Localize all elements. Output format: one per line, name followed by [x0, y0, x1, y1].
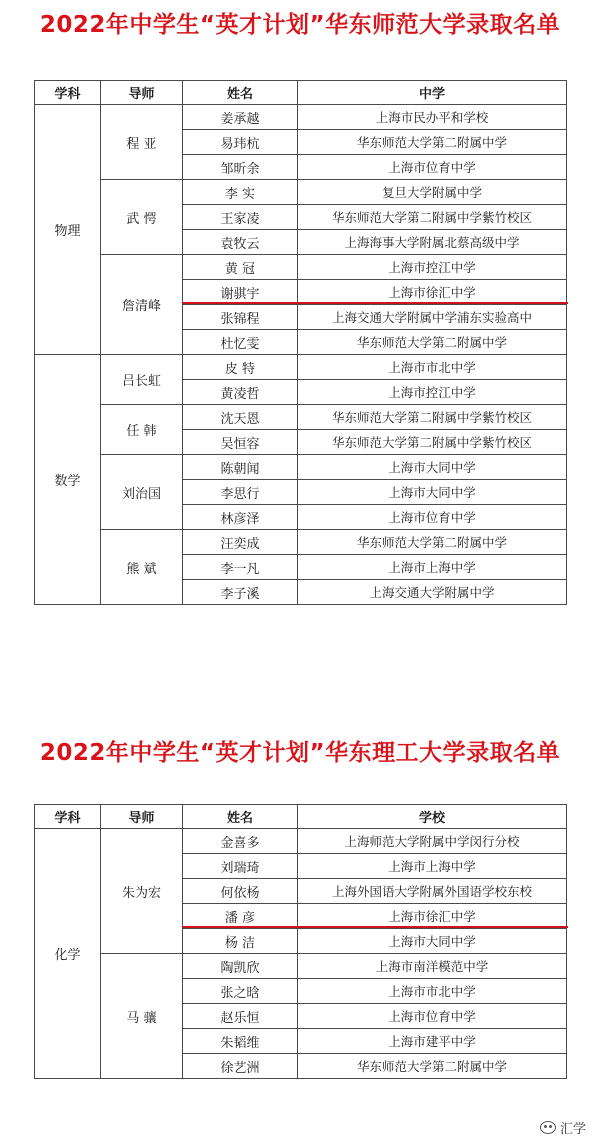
school-cell: 华东师范大学第二附属中学	[298, 530, 567, 555]
school-cell: 上海市大同中学	[298, 929, 567, 954]
table-row	[35, 455, 567, 480]
student-name-cell: 何依杨	[183, 879, 298, 904]
student-name-cell: 张之晗	[183, 979, 298, 1004]
student-name-cell: 杨 洁	[183, 929, 298, 954]
school-cell: 华东师范大学第二附属中学紫竹校区	[298, 405, 567, 430]
student-name-cell: 金喜多	[183, 829, 298, 854]
mentor-cell: 詹清峰	[101, 255, 183, 355]
student-name-cell: 邹昕余	[183, 155, 298, 180]
student-name-cell: 黄凌哲	[183, 380, 298, 405]
student-name-cell: 赵乐恒	[183, 1004, 298, 1029]
student-name-cell: 刘瑞琦	[183, 854, 298, 879]
school-cell: 华东师范大学第二附属中学紫竹校区	[298, 205, 567, 230]
mentor-cell: 马 骧	[101, 954, 183, 1079]
student-name-cell: 袁牧云	[183, 230, 298, 255]
mentor-cell: 朱为宏	[101, 829, 183, 954]
header-mentor: 导师	[101, 81, 183, 105]
school-cell: 上海市位育中学	[298, 1004, 567, 1029]
school-cell: 上海市位育中学	[298, 155, 567, 180]
subject-cell: 数学	[35, 355, 101, 605]
school-cell: 上海交通大学附属中学浦东实验高中	[298, 305, 567, 330]
student-name-cell: 李思行	[183, 480, 298, 505]
admission-table-ecnu	[34, 80, 567, 605]
header-name: 姓名	[183, 805, 298, 829]
highlight-underline	[182, 302, 568, 304]
student-name-cell: 陈朝闻	[183, 455, 298, 480]
student-name-cell: 皮 特	[183, 355, 298, 380]
school-cell: 上海市上海中学	[298, 555, 567, 580]
school-cell: 上海市上海中学	[298, 854, 567, 879]
school-cell: 上海外国语大学附属外国语学校东校	[298, 879, 567, 904]
school-cell: 上海市市北中学	[298, 979, 567, 1004]
student-name-cell: 陶凯欣	[183, 954, 298, 979]
student-name-cell: 沈天恩	[183, 405, 298, 430]
school-cell: 上海市市北中学	[298, 355, 567, 380]
school-cell: 上海交通大学附属中学	[298, 580, 567, 605]
school-cell: 上海市位育中学	[298, 505, 567, 530]
mentor-cell: 熊 斌	[101, 530, 183, 605]
student-name-cell: 黄 冠	[183, 255, 298, 280]
student-name-cell: 朱韬维	[183, 1029, 298, 1054]
school-cell: 上海海事大学附属北蔡高级中学	[298, 230, 567, 255]
student-name-cell: 李 实	[183, 180, 298, 205]
highlight-underline	[182, 926, 568, 928]
subject-cell: 物理	[35, 105, 101, 355]
header-subject: 学科	[35, 81, 101, 105]
mentor-cell: 吕长虹	[101, 355, 183, 405]
table-row	[35, 255, 567, 280]
student-name-cell: 张锦程	[183, 305, 298, 330]
admission-table-ecust	[34, 804, 567, 1079]
watermark	[540, 1118, 586, 1137]
student-name-cell: 吴恒容	[183, 430, 298, 455]
school-cell: 上海市徐汇中学	[298, 904, 567, 929]
school-cell: 上海市控江中学	[298, 255, 567, 280]
student-name-cell: 李一凡	[183, 555, 298, 580]
header-school: 中学	[298, 81, 567, 105]
student-name-cell: 谢骐宇	[183, 280, 298, 305]
watermark-text: 汇学	[559, 1122, 586, 1137]
mentor-cell: 程 亚	[101, 105, 183, 180]
student-name-cell: 王家凌	[183, 205, 298, 230]
school-cell: 复旦大学附属中学	[298, 180, 567, 205]
school-cell: 华东师范大学第二附属中学	[298, 330, 567, 355]
school-cell: 华东师范大学第二附属中学	[298, 1054, 567, 1079]
student-name-cell: 李子溪	[183, 580, 298, 605]
student-name-cell: 杜忆雯	[183, 330, 298, 355]
mentor-cell: 武 愕	[101, 180, 183, 255]
student-name-cell: 易玮杭	[183, 130, 298, 155]
table-row	[35, 180, 567, 205]
header-subject: 学科	[35, 805, 101, 829]
school-cell: 华东师范大学第二附属中学紫竹校区	[298, 430, 567, 455]
student-name-cell: 徐艺洲	[183, 1054, 298, 1079]
table-row	[35, 355, 567, 380]
table-row	[35, 405, 567, 430]
school-cell: 上海师范大学附属中学闵行分校	[298, 829, 567, 854]
header-school: 学校	[298, 805, 567, 829]
student-name-cell: 姜承越	[183, 105, 298, 130]
school-cell: 上海市大同中学	[298, 455, 567, 480]
student-name-cell: 潘 彦	[183, 904, 298, 929]
table-row	[35, 954, 567, 979]
school-cell: 上海市大同中学	[298, 480, 567, 505]
page-title-ecust: 2022年中学生“英才计划”华东理工大学录取名单	[39, 740, 561, 766]
table-row	[35, 829, 567, 854]
school-cell: 上海市徐汇中学	[298, 280, 567, 305]
table-row	[35, 530, 567, 555]
table-row	[35, 105, 567, 130]
mentor-cell: 刘治国	[101, 455, 183, 530]
student-name-cell: 汪奕成	[183, 530, 298, 555]
header-mentor: 导师	[101, 805, 183, 829]
table-header-row	[35, 805, 567, 829]
wechat-icon	[540, 1121, 556, 1134]
subject-cell: 化学	[35, 829, 101, 1079]
table-header-row	[35, 81, 567, 105]
page-title-ecnu: 2022年中学生“英才计划”华东师范大学录取名单	[39, 12, 561, 38]
school-cell: 上海市控江中学	[298, 380, 567, 405]
student-name-cell: 林彦泽	[183, 505, 298, 530]
school-cell: 上海市建平中学	[298, 1029, 567, 1054]
header-name: 姓名	[183, 81, 298, 105]
mentor-cell: 任 韩	[101, 405, 183, 455]
school-cell: 上海市南洋模范中学	[298, 954, 567, 979]
school-cell: 上海市民办平和学校	[298, 105, 567, 130]
school-cell: 华东师范大学第二附属中学	[298, 130, 567, 155]
